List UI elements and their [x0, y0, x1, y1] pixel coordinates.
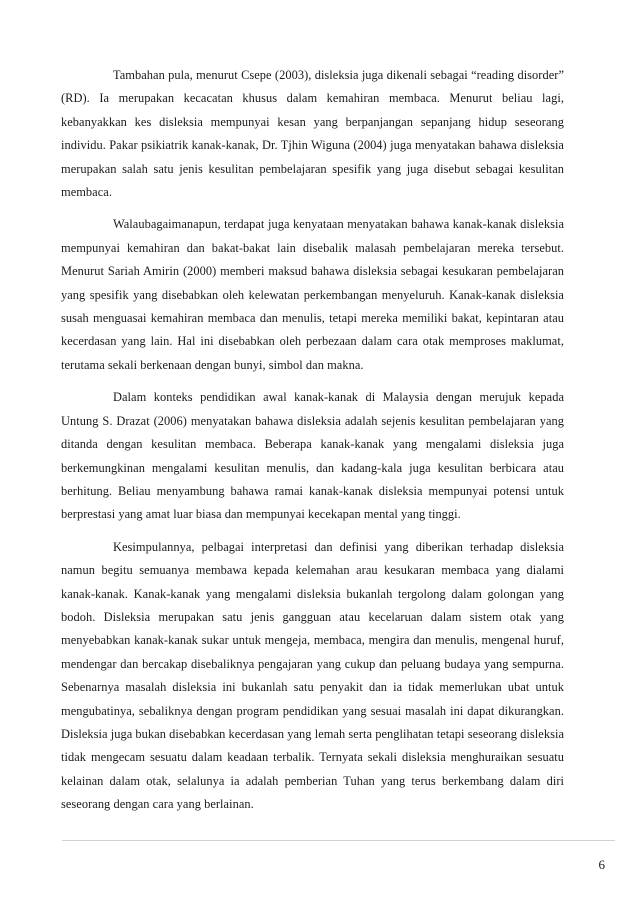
- paragraph-4: Kesimpulannya, pelbagai interpretasi dan definisi yang diberikan terhadap disleksia namun begitu semuanya membawa kepada kelemahan arau kesukaran membaca yang dialami kanak-kanak. Kanak-kanak yang mengalami disleksia bukanlah tergolong dalam golongan yang bodoh. Disleksia merupakan satu jenis gangguan atau kecelaruan dalam sistem otak yang menyebabkan kanak-kanak sukar untuk mengeja, membaca, mengira dan menulis, mengenal huruf, mendengar dan bercakap disebaliknya pengajaran yang cukup dan peluang budaya yang sempurna. Sebenarnya masalah disleksia ini bukanlah satu penyakit dan ia tidak memerlukan ubat untuk mengubatinya, sebaliknya dengan program pendidikan yang sesuai masalah ini dapat dikurangkan. Disleksia juga bukan disebabkan kecerdasan yang lemah serta penglihatan tetapi seseorang disleksia tidak mengecam sesuatu dalam keadaan terbalik. Ternyata sekali disleksia menghuraikan sesuatu kelainan dalam otak, selalunya ia adalah pemberian Tuhan yang terus berkembang dalam diri seseorang dengan cara yang berlainan.: [61, 539, 564, 812]
- paragraph-1: Tambahan pula, menurut Csepe (2003), disleksia juga dikenali sebagai “reading disorder” (RD). Ia merupakan kecacatan khusus dalam kemahiran membaca. Menurut beliau lagi, kebanyakkan kes disleksia mempunyai kesan yang berpanjangan sepanjang hidup seseorang individu. Pakar psikiatrik kanak-kanak, Dr. Tjhin Wiguna (2004) juga menyatakan bahawa disleksia merupakan salah satu jenis kesulitan pembelajaran spesifik yang juga disebut sebagai kesulitan membaca.: [61, 68, 564, 200]
- page-number: 6: [598, 857, 605, 872]
- paragraph-3: Dalam konteks pendidikan awal kanak-kanak di Malaysia dengan merujuk kepada Untung S. Drazat (2006) menyatakan bahawa disleksia adalah sejenis kesulitan pembelajaran yang ditanda dengan kesulitan membaca. Beberapa kanak-kanak yang mengalami disleksia juga berkemungkinan mengalami kesulitan menulis, dan kadang-kala juga kesulitan berbicara atau berhitung. Beliau menyambung bahawa ramai kanak-kanak disleksia mempunyai potensi untuk berprestasi yang amat luar biasa dan mempunyai kecekapan mental yang tinggi.: [61, 390, 564, 522]
- document-body: [61, 64, 564, 826]
- footer-divider: [62, 840, 615, 841]
- paragraph-2: Walaubagaimanapun, terdapat juga kenyataan menyatakan bahawa kanak-kanak disleksia mempunyai kemahiran dan bakat-bakat lain disebalik malasah pembelajaran mereka tersebut. Menurut Sariah Amirin (2000) memberi maksud bahawa disleksia sebagai kesukaran pembelajaran yang spesifik yang disebabkan oleh kelewatan perkembangan menyeluruh. Kanak-kanak disleksia susah menguasai kemahiran membaca dan menulis, tetapi mereka memiliki bakat, kepintaran atau kecerdasan yang lain. Hal ini disebabkan oleh perbezaan dalam cara otak memproses maklumat, terutama sekali berkenaan dengan bunyi, simbol dan makna.: [61, 217, 564, 372]
